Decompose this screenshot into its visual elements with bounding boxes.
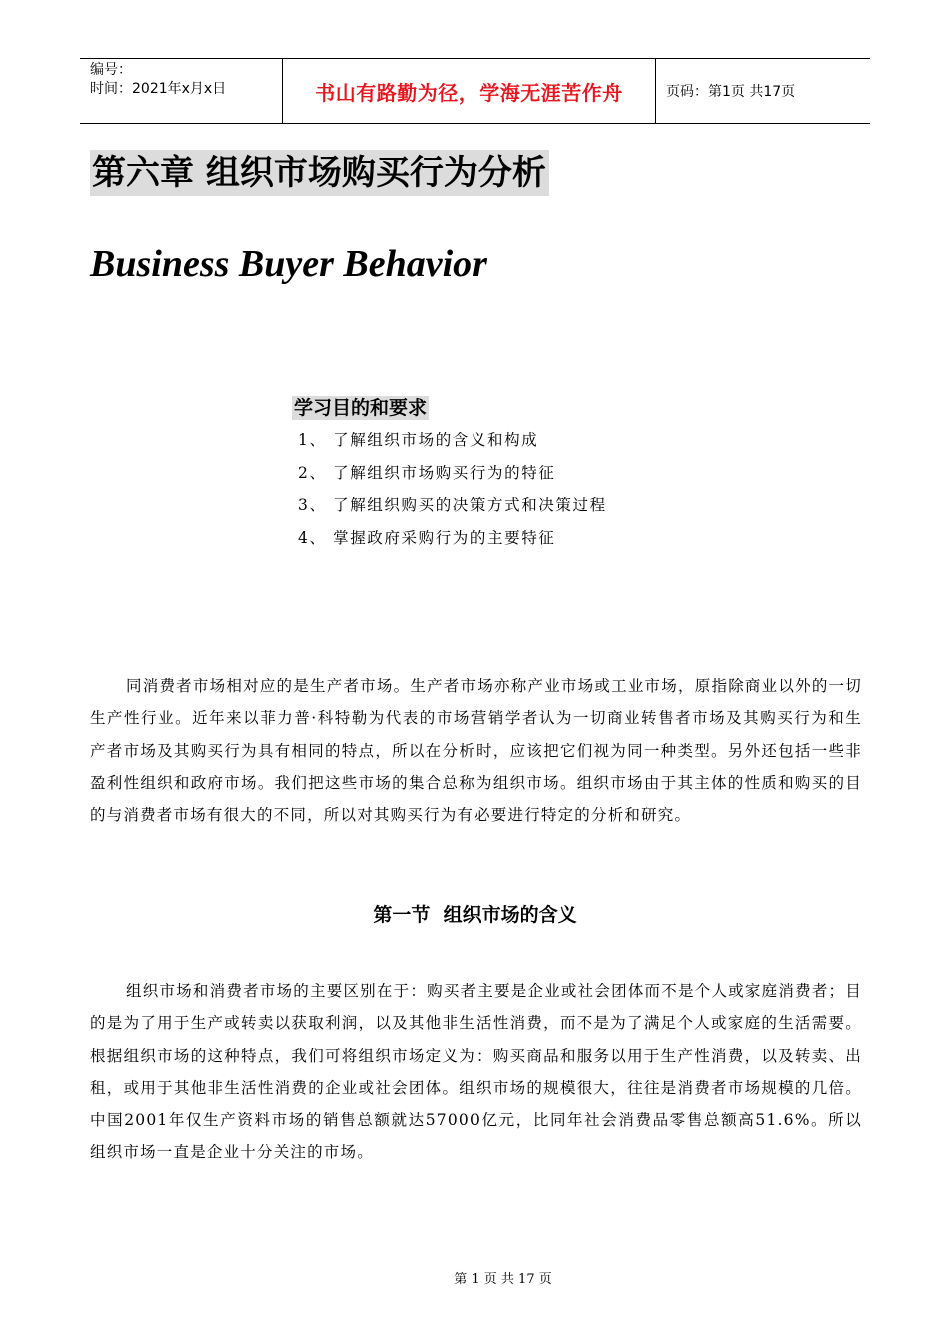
objective-item: 3、 了解组织购买的决策方式和决策过程 — [298, 496, 607, 514]
section-paragraph: 组织市场和消费者市场的主要区别在于：购买者主要是企业或社会团体而不是个人或家庭消费者；目的是为了用于生产或转卖以获取利润，以及其他非生活性消费，而不是为了满足个人或家庭的生活需要。根据组织市场的这种特点，我们可将组织市场定义为：购买商品和服务以用于生产性消费，以及转卖、出租，或用于其他非生活性消费的企业或社会团体。组织市场的规模很大，往往是消费者市场规模的几倍。中国2001年仅生产资料市场的销售总额就达57000亿元，比同年社会消费品零售总额高51.6%。所以组织市场一直是企业十分关注的市场。 — [90, 982, 862, 1162]
header-page-cell — [656, 59, 870, 123]
objective-item: 4、 掌握政府采购行为的主要特征 — [298, 528, 556, 547]
header-meta — [80, 59, 282, 123]
header-motto: 书山有路勤为径，学海无涯苦作舟 — [315, 80, 623, 105]
section-title: 第一节 组织市场的含义 — [373, 904, 577, 926]
objective-item: 1、 了解组织市场的含义和构成 — [298, 431, 539, 449]
learning-objectives — [292, 396, 607, 554]
document-number-label: 编号： — [90, 62, 132, 78]
document-header — [80, 58, 870, 124]
header-motto-cell — [282, 59, 656, 123]
chapter-title: 第六章 组织市场购买行为分析 — [90, 150, 549, 196]
page-footer: 第 1 页 共 17 页 — [454, 1272, 552, 1287]
chapter-english-title: Business Buyer Behavior — [90, 243, 487, 285]
objectives-list — [298, 424, 607, 554]
objective-item: 2、 了解组织市场购买行为的特征 — [298, 463, 556, 482]
document-time-label: 时间：2021年x月x日 — [90, 81, 227, 97]
objectives-heading: 学习目的和要求 — [294, 397, 428, 419]
header-page-info: 页码：第1页 共17页 — [666, 84, 796, 100]
intro-paragraph: 同消费者市场相对应的是生产者市场。生产者市场亦称产业市场或工业市场，原指除商业以外的一切生产性行业。近年来以菲力普·科特勒为代表的市场营销学者认为一切商业转售者市场及其购买行为和生产者市场及其购买行为具有相同的特点，所以在分析时，应该把它们视为同一种类型。另外还包括一些非盈利性组织和政府市场。我们把这些市场的集合总称为组织市场。组织市场由于其主体的性质和购买的目的与消费者市场有很大的不同，所以对其购买行为有必要进行特定的分析和研究。 — [90, 677, 862, 825]
